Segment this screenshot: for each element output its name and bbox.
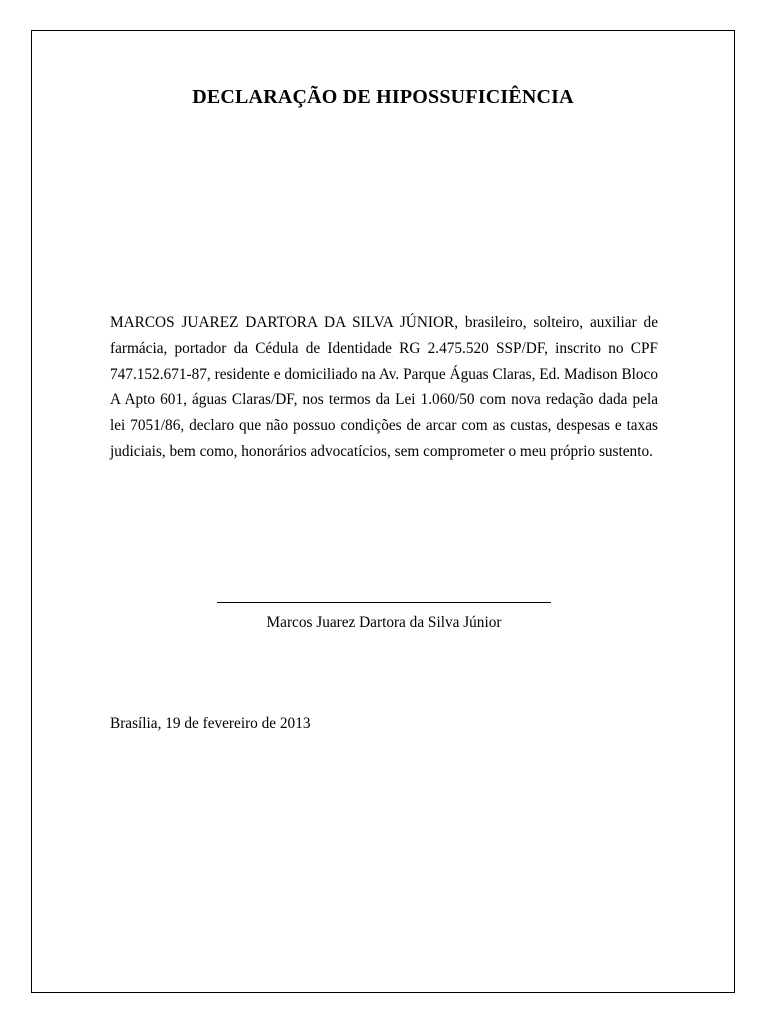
signature-line: [217, 602, 551, 603]
place-and-date: Brasília, 19 de fevereiro de 2013: [110, 715, 311, 732]
document-title: DECLARAÇÃO DE HIPOSSUFICIÊNCIA: [192, 86, 574, 108]
page-border: [31, 30, 735, 993]
declaration-paragraph: MARCOS JUAREZ DARTORA DA SILVA JÚNIOR, brasileiro, solteiro, auxiliar de farmácia, portador da Cédula de Identidade RG 2.475.520 SSP/DF, inscrito no CPF 747.152.671-87, residente e domiciliado na Av. Parque Águas Claras, Ed. Madison Bloco A Apto 601, águas Claras/DF, nos termos da Lei 1.060/50 com nova redação dada pela lei 7051/86, declaro que não possuo condições de arcar com as custas, despesas e taxas judiciais, bem como, honorários advocatícios, sem comprometer o meu próprio sustento.: [110, 314, 658, 460]
signature-name: Marcos Juarez Dartora da Silva Júnior: [266, 614, 502, 631]
